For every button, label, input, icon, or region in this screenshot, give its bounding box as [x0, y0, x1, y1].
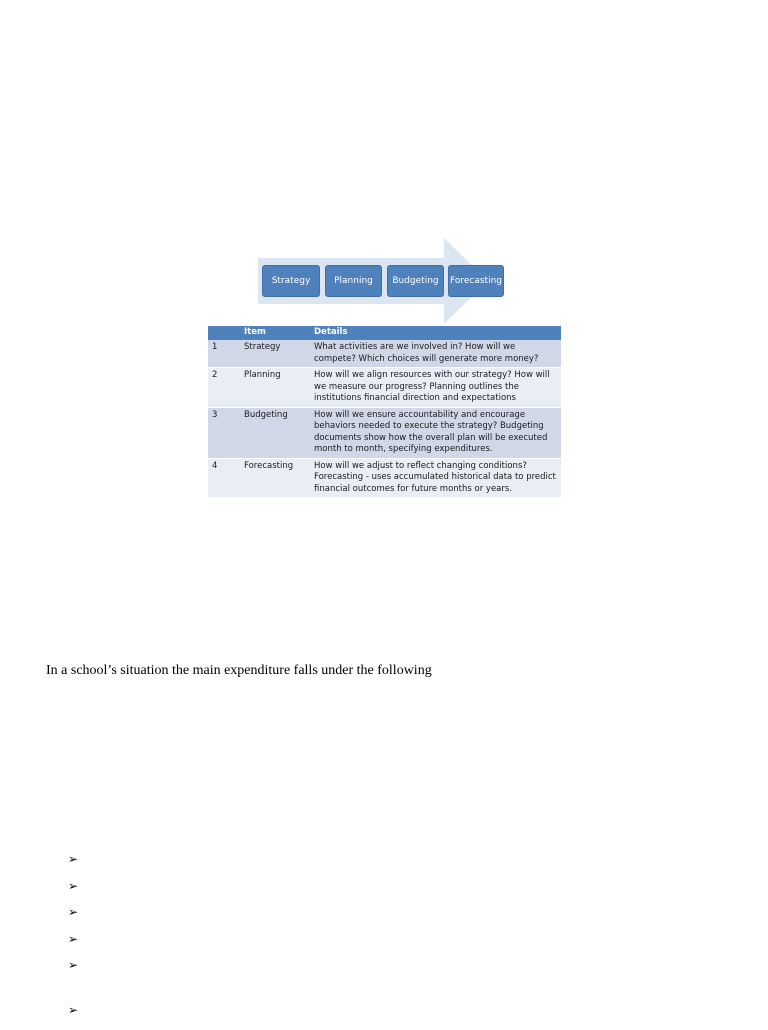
bullet-item [68, 1003, 78, 1030]
row-number: 1 [208, 340, 240, 368]
bullet-item [68, 932, 78, 959]
details-table-container [208, 326, 561, 502]
arrow-bullet-icon: ➢ [68, 1003, 79, 1017]
arrow-bullet-icon: ➢ [68, 905, 79, 919]
table-row [208, 407, 561, 458]
table-row [208, 368, 561, 408]
bullet-item [68, 879, 78, 906]
row-item: Forecasting [240, 458, 310, 498]
bullet-list [68, 852, 78, 1030]
row-details: How will we adjust to reflect changing conditions? Forecasting - uses accumulated historical data to predict financial outcomes for future months or years. [310, 458, 561, 498]
row-number: 4 [208, 458, 240, 498]
process-step-forecasting: Forecasting [448, 265, 504, 297]
bullet-item [68, 905, 78, 932]
row-number: 2 [208, 368, 240, 408]
table-header-item: Item [240, 326, 310, 340]
table-row [208, 340, 561, 368]
arrow-bullet-icon: ➢ [68, 878, 79, 893]
process-step-strategy: Strategy [262, 265, 320, 297]
arrow-bullet-icon: ➢ [68, 931, 79, 946]
row-item: Planning [240, 368, 310, 408]
process-step-planning: Planning [325, 265, 382, 297]
row-item: Strategy [240, 340, 310, 368]
table-header-details: Details [310, 326, 561, 340]
process-diagram [258, 238, 518, 324]
row-details: How will we align resources with our strategy? How will we measure our progress? Planning outlines the institutions financial direction and expectations [310, 368, 561, 408]
process-step-budgeting: Budgeting [387, 265, 444, 297]
table-header-number [208, 326, 240, 340]
intro-paragraph: In a school’s situation the main expenditure falls under the following [46, 663, 432, 678]
table-row [208, 458, 561, 498]
table-header-row [208, 326, 561, 340]
bullet-item [68, 958, 78, 1003]
arrow-bullet-icon: ➢ [68, 958, 79, 972]
details-table [208, 326, 561, 498]
row-number: 3 [208, 407, 240, 458]
arrow-bullet-icon: ➢ [68, 852, 79, 866]
row-item: Budgeting [240, 407, 310, 458]
bullet-item [68, 852, 78, 879]
row-details: How will we ensure accountability and encourage behaviors needed to execute the strategy? Budgeting documents show how the overall plan will be executed month to month, specifying expenditures. [310, 407, 561, 458]
row-details: What activities are we involved in? How will we compete? Which choices will generate more money? [310, 340, 561, 368]
